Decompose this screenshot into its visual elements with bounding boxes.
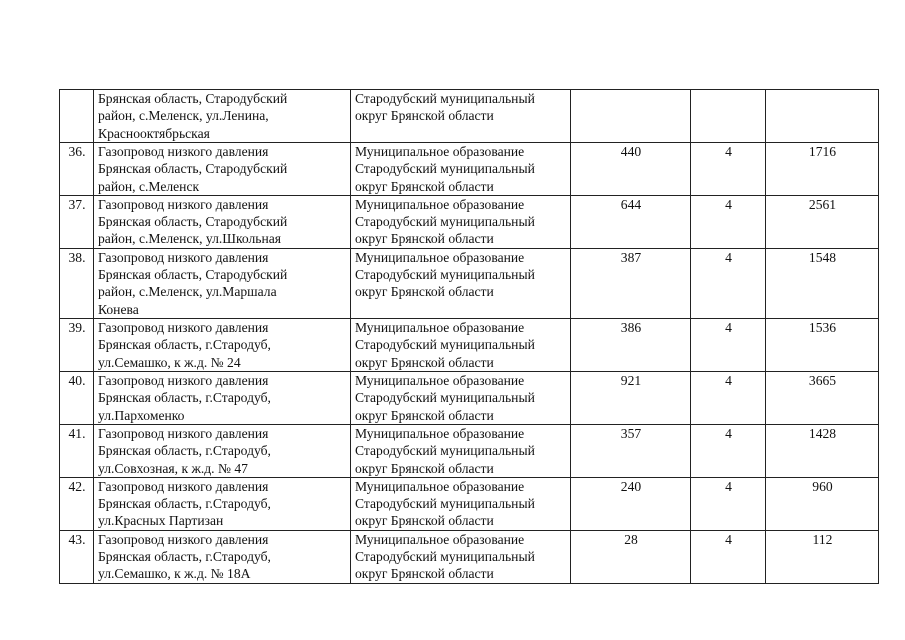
category-cell: 4 [691,530,766,583]
owner-cell: Муниципальное образование Стародубский муниципальный округ Брянской области [351,319,571,372]
table-row [60,371,879,424]
row-number: 43. [60,530,94,583]
row-number: 41. [60,424,94,477]
row-number [60,90,94,143]
amount-cell: 2561 [766,195,879,248]
object-name-cell: Газопровод низкого давления Брянская область, г.Стародуб, ул.Пархоменко [94,371,351,424]
category-cell: 4 [691,143,766,196]
amount-cell: 1716 [766,143,879,196]
object-name-cell: Газопровод низкого давления Брянская область, Стародубский район, с.Меленск [94,143,351,196]
length-cell: 440 [571,143,691,196]
object-name-cell: Газопровод низкого давления Брянская область, г.Стародуб, ул.Семашко, к ж.д. № 18А [94,530,351,583]
category-cell: 4 [691,477,766,530]
row-number: 37. [60,195,94,248]
length-cell: 240 [571,477,691,530]
category-cell: 4 [691,195,766,248]
table-row [60,90,879,143]
amount-cell: 1548 [766,248,879,318]
row-number: 42. [60,477,94,530]
length-cell: 921 [571,371,691,424]
amount-cell [766,90,879,143]
object-name-cell: Брянская область, Стародубский район, с.Меленск, ул.Ленина, Краснооктябрьская [94,90,351,143]
object-name-cell: Газопровод низкого давления Брянская область, Стародубский район, с.Меленск, ул.Школьная [94,195,351,248]
length-cell: 28 [571,530,691,583]
owner-cell: Муниципальное образование Стародубский муниципальный округ Брянской области [351,195,571,248]
table-row [60,424,879,477]
category-cell: 4 [691,424,766,477]
object-name-cell: Газопровод низкого давления Брянская область, г.Стародуб, ул.Красных Партизан [94,477,351,530]
table-row [60,477,879,530]
length-cell: 387 [571,248,691,318]
table-row [60,248,879,318]
amount-cell: 3665 [766,371,879,424]
category-cell [691,90,766,143]
table-row [60,319,879,372]
row-number: 39. [60,319,94,372]
category-cell: 4 [691,371,766,424]
row-number: 40. [60,371,94,424]
owner-cell: Муниципальное образование Стародубский муниципальный округ Брянской области [351,248,571,318]
owner-cell: Стародубский муниципальный округ Брянской области [351,90,571,143]
amount-cell: 112 [766,530,879,583]
owner-cell: Муниципальное образование Стародубский муниципальный округ Брянской области [351,424,571,477]
length-cell: 644 [571,195,691,248]
category-cell: 4 [691,319,766,372]
table-row [60,195,879,248]
amount-cell: 1428 [766,424,879,477]
gas-pipeline-table [59,89,879,584]
object-name-cell: Газопровод низкого давления Брянская область, г.Стародуб, ул.Семашко, к ж.д. № 24 [94,319,351,372]
row-number: 38. [60,248,94,318]
row-number: 36. [60,143,94,196]
owner-cell: Муниципальное образование Стародубский муниципальный округ Брянской области [351,477,571,530]
length-cell: 386 [571,319,691,372]
amount-cell: 960 [766,477,879,530]
table-row [60,143,879,196]
length-cell: 357 [571,424,691,477]
owner-cell: Муниципальное образование Стародубский муниципальный округ Брянской области [351,143,571,196]
owner-cell: Муниципальное образование Стародубский муниципальный округ Брянской области [351,371,571,424]
object-name-cell: Газопровод низкого давления Брянская область, г.Стародуб, ул.Совхозная, к ж.д. № 47 [94,424,351,477]
table-row [60,530,879,583]
amount-cell: 1536 [766,319,879,372]
object-name-cell: Газопровод низкого давления Брянская область, Стародубский район, с.Меленск, ул.Маршала Конева [94,248,351,318]
length-cell [571,90,691,143]
owner-cell: Муниципальное образование Стародубский муниципальный округ Брянской области [351,530,571,583]
category-cell: 4 [691,248,766,318]
